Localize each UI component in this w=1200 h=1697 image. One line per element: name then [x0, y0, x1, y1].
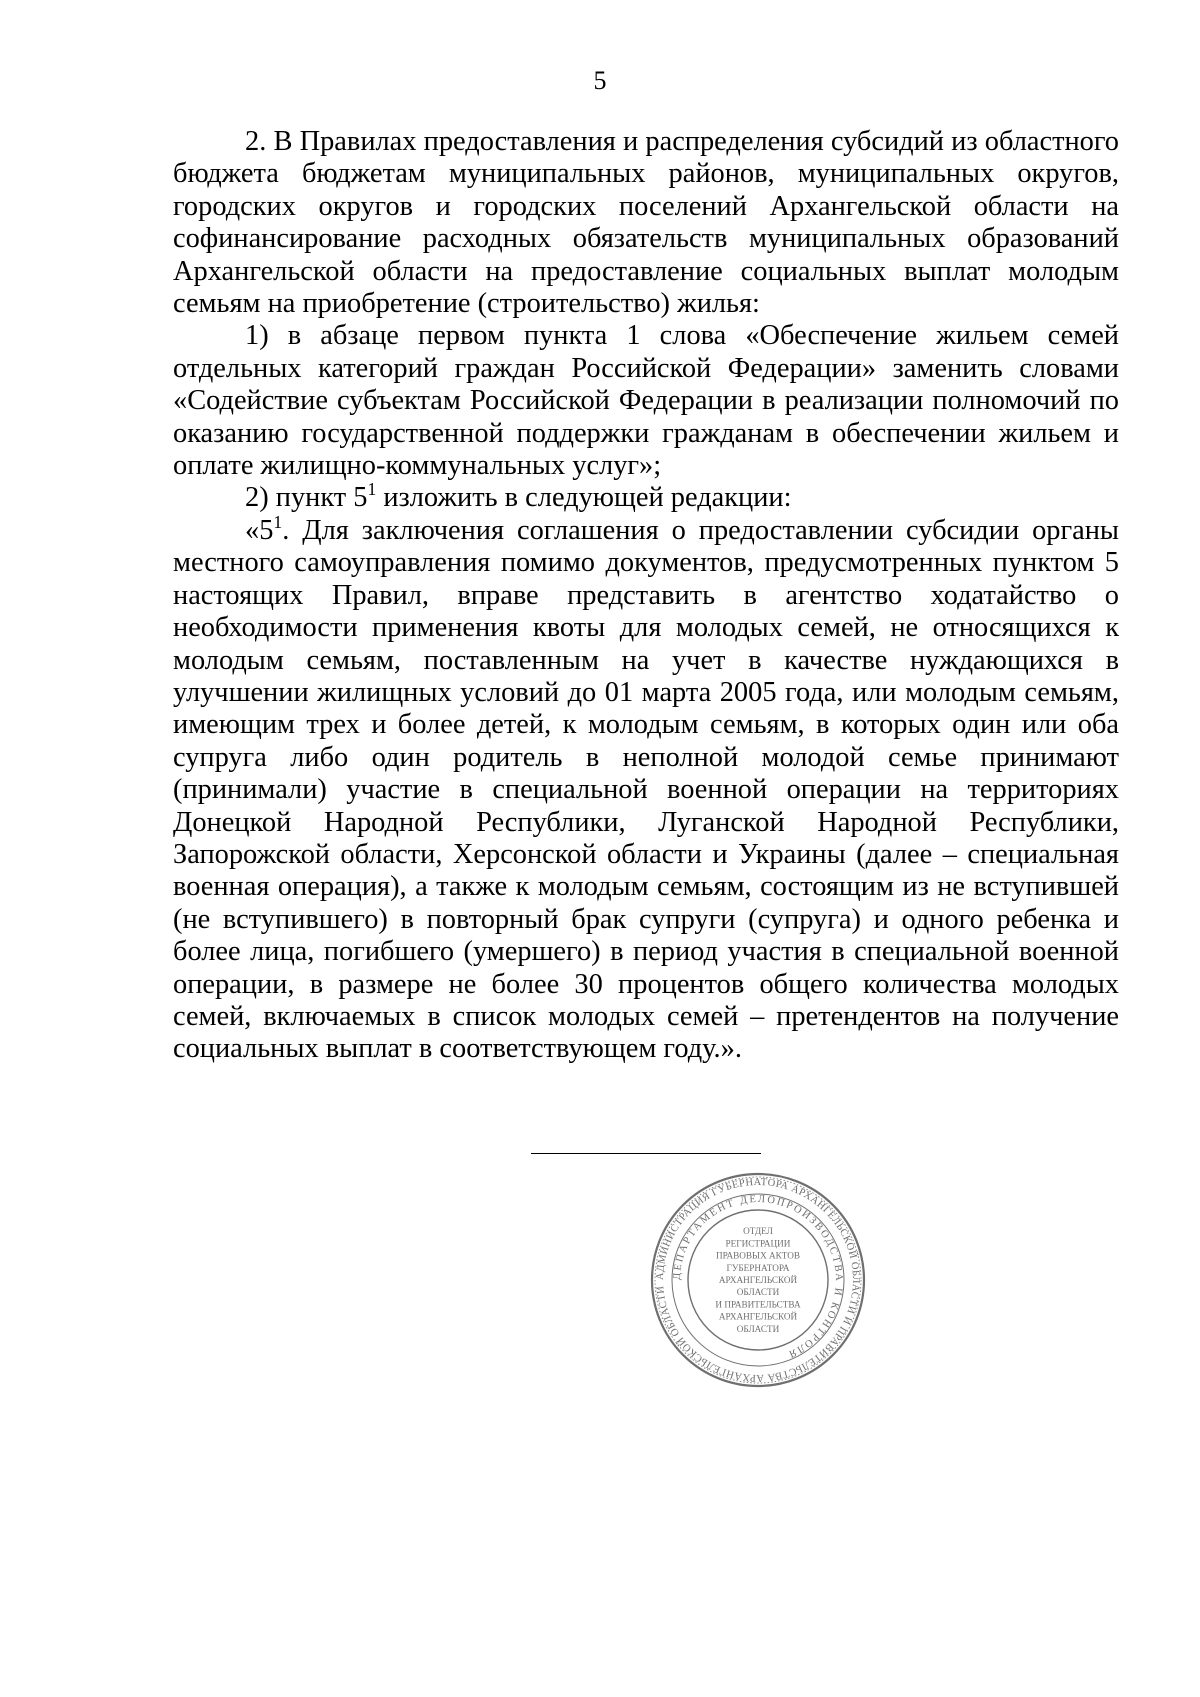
seal-center-line: ОТДЕЛ [743, 1226, 773, 1237]
paragraph-new-point-5-1 [173, 511, 1119, 1066]
seal-center-line: ОБЛАСТИ [736, 1287, 780, 1298]
seal-outer-ring-text: АДМИНИСТРАЦИЯ ГУБЕРНАТОРА АРХАНГЕЛЬСКОЙ ОБЛАСТИ И ПРАВИТЕЛЬСТВА АРХАНГЕЛЬСКОЙ ОБЛАСТИ [654, 1176, 862, 1384]
point-5-1-text: . Для заключения соглашения о предоставлении субсидии органы местного самоуправления помимо документов, предусмотренных пунктом 5 настоящих Правил, вправе представить в агентство ходатайство о необходимости применения квоты для молодых семей, не относящихся к молодым семьям, поставленным на учет в качестве нуждающихся в улучшении жилищных условий до 01 марта 2005 года, или молодым семьям, имеющим трех и более детей, к молодым семьям, в которых один или оба супруга либо один родитель в неполной молодой семье принимают (принимали) участие в специальной военной операции на территориях Донецкой Народной Республики, Луганской Народной Республики, Запорожской области, Херсонской области и Украины (далее – специальная военная операция), а также к молодым семьям, состоящим из не вступившей (не вступившего) в повторный брак супруги (супруга) и одного ребенка и более лица, погибшего (умершего) в период участия в специальной военной операции, в размере не более 30 процентов общего количества молодых семей, включаемых в список молодых семей – претендентов на получение социальных выплат в соответствующем году.». [173, 514, 1119, 1065]
seal-center-line: РЕГИСТРАЦИИ [725, 1238, 791, 1249]
seal-center-line: АРХАНГЕЛЬСКОЙ [718, 1311, 798, 1322]
seal-center-text [715, 1226, 801, 1334]
seal-center-line: ОБЛАСТИ [736, 1323, 780, 1334]
paragraph-item-1: 1) в абзаце первом пункта 1 слова «Обеспечение жильем семей отдельных категорий граждан Российской Федерации» заменить словами «Содействие субъектам Российской Федерации в реализации полномочий по оказанию государственной поддержки гражданам в обеспечении жильем и оплате жилищно-коммунальных услуг»; [173, 320, 1119, 482]
item-2-text-end: изложить в следующей редакции: [376, 482, 792, 514]
seal-center-line: АРХАНГЕЛЬСКОЙ [718, 1275, 798, 1285]
seal-inner-ring-text: ДЕПАРТАМЕНТ ДЕЛОПРОИЗВОДСТВА И КОНТРОЛЯ [671, 1193, 845, 1361]
seal-center-line: И ПРАВИТЕЛЬСТВА [715, 1299, 801, 1310]
seal-center-line: ГУБЕРНАТОРА [726, 1262, 790, 1273]
paragraph-item-2 [173, 479, 1119, 514]
point-5-1-opening: «5 [245, 514, 274, 546]
point-5-1-superscript: 1 [273, 511, 283, 532]
seal-image [648, 1170, 868, 1390]
paragraph-rules-amendment: 2. В Правилах предоставления и распределения субсидий из областного бюджета бюджетам муниципальных районов, муниципальных округов, городских округов и городских поселений Архангельской области на софинансирование расходных обязательств муниципальных образований Архангельской области на предоставление социальных выплат молодым семьям на приобретение (строительство) жилья: [173, 126, 1119, 320]
closing-rule [531, 1153, 761, 1154]
item-2-superscript: 1 [367, 479, 377, 500]
item-2-text-start: 2) пункт 5 [245, 482, 368, 514]
seal-center-line: ПРАВОВЫХ АКТОВ [715, 1250, 801, 1261]
page-number: 5 [593, 66, 607, 95]
official-seal [648, 1170, 868, 1390]
document-body [173, 126, 1119, 1066]
